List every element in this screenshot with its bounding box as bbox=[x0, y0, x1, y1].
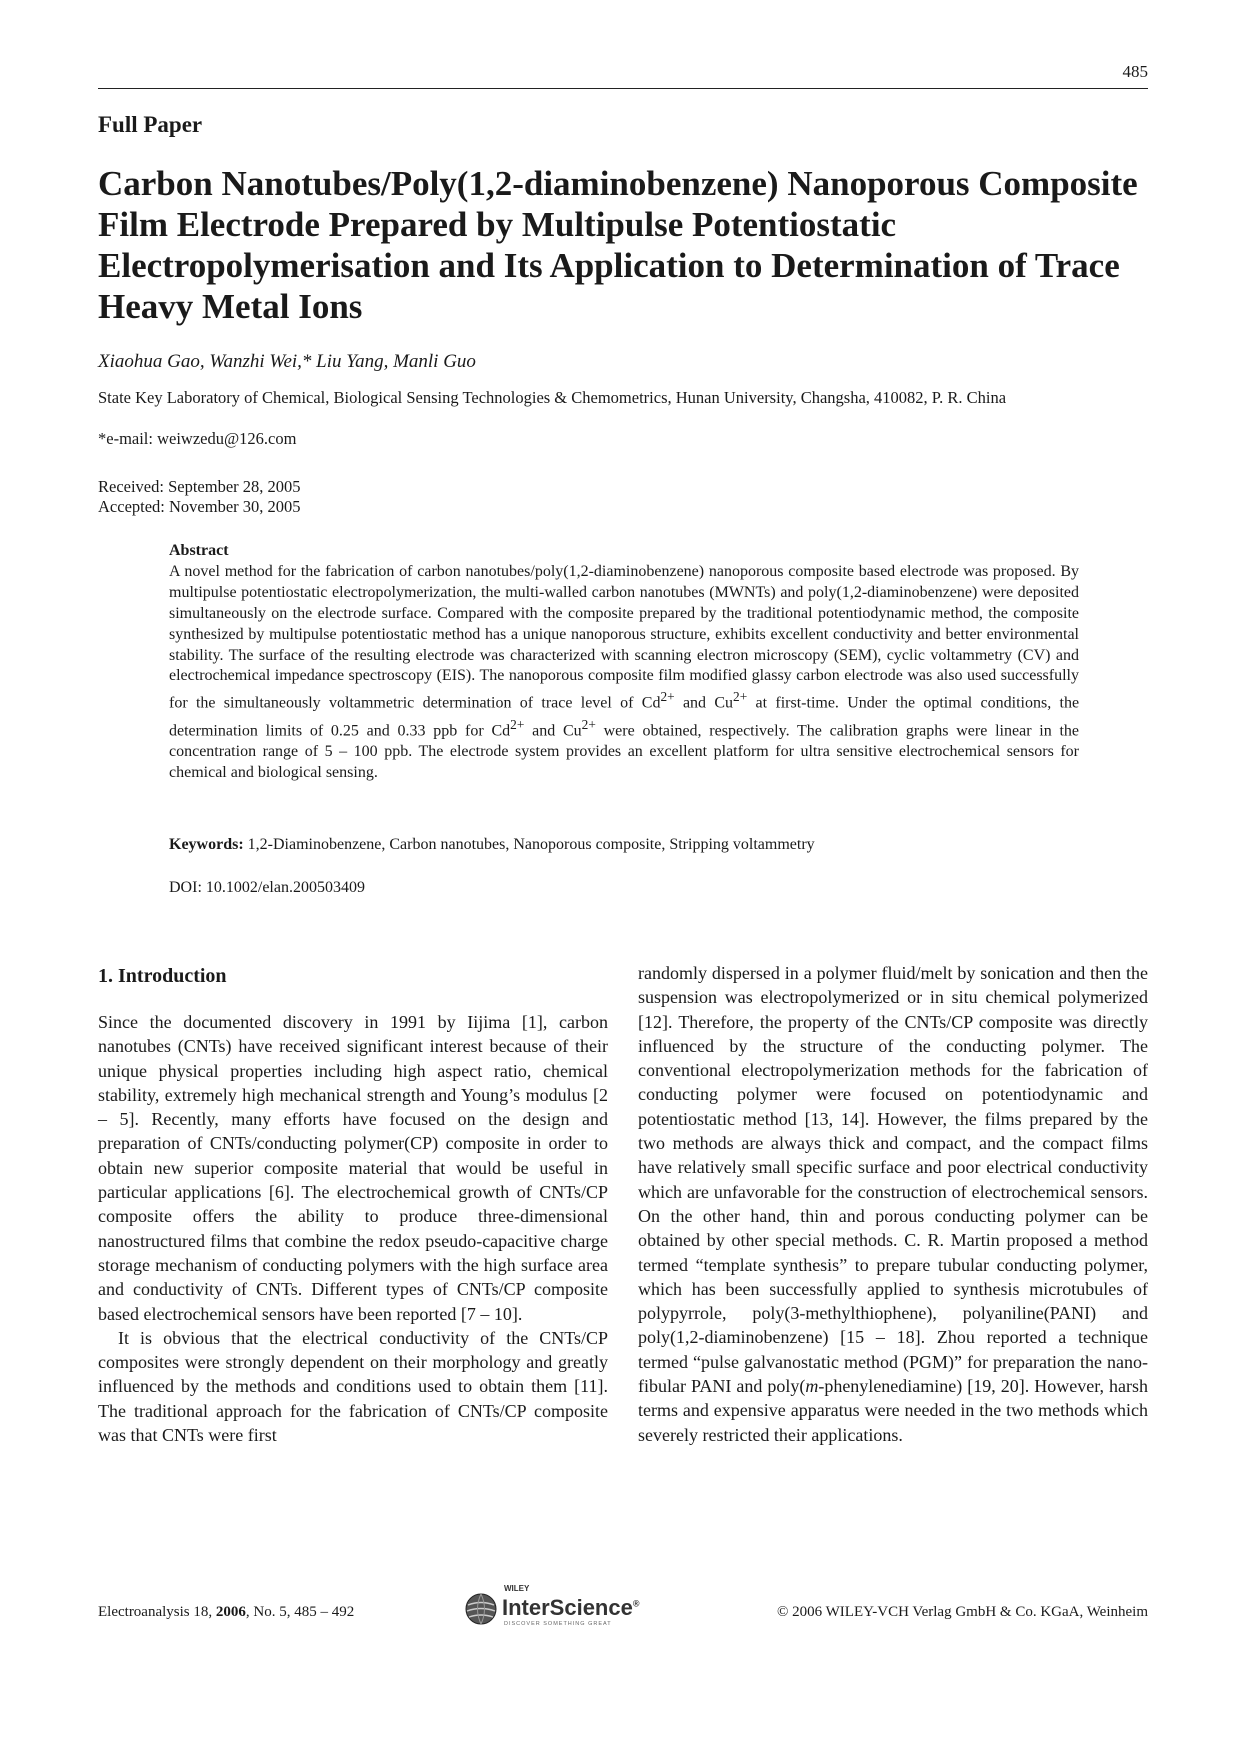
footer-journal-citation bbox=[98, 1604, 354, 1621]
received-date: Received: September 28, 2005 bbox=[98, 477, 301, 496]
intro-paragraph-1: Since the documented discovery in 1991 by Iijima [1], carbon nanotubes (CNTs) have received significant interest because of their unique physical properties including high aspect ratio, chemical stability, extremely high mechanical strength and Young’s modulus [2 – 5]. Recently, many efforts have focused on the design and preparation of CNTs/conducting polymer(CP) composite in order to obtain new superior composite material that would be useful in particular applications [6]. The electrochemical growth of CNTs/CP composite offers the ability to produce three-dimensional nanostructured films that combine the redox pseudo-capacitive charge storage mechanism of conducting polymers with the high surface area and conductivity of CNTs. Different types of CNTs/CP composite based electrochemical sensors have been reported [7 – 10]. bbox=[98, 1012, 608, 1324]
abstract-text-part-1: A novel method for the fabrication of carbon nanotubes/poly(1,2-diaminobenzene) nanoporous composite based electrode was proposed. By multipulse potentiostatic electropolymerization, the multi-walled carbon nanotubes (MWNTs) and poly(1,2-diaminobenzene) were deposited simultaneously on the electrode surface. Compared with the composite prepared by the traditional potentiodynamic method, the composite synthesized by multipulse potentiostatic method has a unique nanoporous structure, exhibits excellent conductivity and better environmental stability. The surface of the resulting electrode was characterized with scanning electron microscopy (SEM), cyclic voltammetry (CV) and electrochemical impedance spectroscopy (EIS). The nanoporous composite film modified glassy carbon electrode was also used successfully for the simultaneously voltammetric determination of trace level of bbox=[169, 562, 1079, 712]
logo-tagline: DISCOVER SOMETHING GREAT bbox=[504, 1621, 612, 1627]
logo-publisher: WILEY bbox=[504, 1584, 530, 1593]
abstract-heading: Abstract bbox=[169, 542, 229, 559]
copper-symbol: Cu bbox=[562, 721, 582, 739]
body-column-right bbox=[638, 961, 1148, 1447]
ion-charge: 2+ bbox=[660, 689, 675, 705]
page-number: 485 bbox=[1122, 62, 1148, 81]
ion-charge: 2+ bbox=[733, 689, 748, 705]
doi: DOI: 10.1002/elan.200503409 bbox=[169, 879, 365, 896]
abstract-text-part-2: at first-time. Under the optimal conditions, the determination limits of 0.25 and 0.33 ppb for bbox=[169, 694, 1080, 739]
journal-issue-pages: , No. 5, 485 – 492 bbox=[245, 1604, 355, 1620]
section-label: Full Paper bbox=[98, 112, 203, 137]
paper-title: Carbon Nanotubes/Poly(1,2-diaminobenzene) Nanoporous Composite Film Electrode Prepared by Multipulse Potentiostatic Electropolymerisation and Its Application to Determination of Trace Heavy Metal Ions bbox=[98, 164, 1138, 326]
keywords-list: 1,2-Diaminobenzene, Carbon nanotubes, Nanoporous composite, Stripping voltammetry bbox=[247, 836, 815, 853]
copper-symbol: Cu bbox=[714, 694, 734, 712]
interscience-logo bbox=[462, 1584, 640, 1630]
cadmium-symbol: Cd bbox=[641, 694, 661, 712]
author-list: Xiaohua Gao, Wanzhi Wei,* Liu Yang, Manli Guo bbox=[98, 351, 476, 372]
intro-paragraph-2: It is obvious that the electrical conductivity of the CNTs/CP composites were strongly dependent on their morphology and greatly influenced by the methods and conditions used to obtain them [11]. The traditional approach for the fabrication of CNTs/CP composite was that CNTs were first bbox=[98, 1327, 608, 1446]
submission-dates bbox=[98, 477, 301, 517]
journal-name-volume: Electroanalysis 18, bbox=[98, 1604, 213, 1620]
logo-wordmark bbox=[502, 1595, 639, 1621]
meta-prefix: m bbox=[805, 1376, 819, 1397]
corresponding-email: *e-mail: weiwzedu@126.com bbox=[98, 429, 297, 448]
globe-icon bbox=[464, 1592, 498, 1626]
abstract bbox=[169, 541, 1079, 784]
journal-year: 2006 bbox=[215, 1604, 246, 1620]
keywords bbox=[169, 836, 1099, 854]
intro-paragraph-3-part-a: randomly dispersed in a polymer fluid/melt by sonication and then the suspension was electropolymerized or in situ chemical polymerized [12]. Therefore, the property of the CNTs/CP composite was directly influenced by the structure of the conducting polymer. The conventional electropolymerization methods for the fabrication of conducting polymer were focused on potentiodynamic and potentiostatic method [13, 14]. However, the films prepared by the two methods are always thick and compact, and the compact films have relatively small specific surface and poor electrical conductivity which are unfavorable for the construction of electrochemical sensors. On the other hand, thin and porous conducting polymer can be obtained by other special methods. C. R. Martin proposed a method termed “template synthesis” to prepare tubular conducting polymer, which has been successfully applied to synthesis microtubules of polypyrrole, poly(3-methylthiophene), polyaniline(PANI) and poly(1,2-diaminobenzene) [15 – 18]. Zhou reported a technique termed “pulse galvanostatic method (PGM)” for preparation the nano-fibular PANI and poly( bbox=[638, 963, 1148, 1397]
logo-name: InterScience bbox=[502, 1595, 633, 1620]
and-word: and bbox=[682, 694, 707, 712]
intro-paragraph-3 bbox=[638, 961, 1148, 1447]
footer-copyright: © 2006 WILEY-VCH Verlag GmbH & Co. KGaA, Weinheim bbox=[777, 1604, 1148, 1620]
registered-mark: ® bbox=[632, 1598, 640, 1609]
ion-charge: 2+ bbox=[510, 716, 525, 732]
abstract-text-part-3: were obtained, respectively. The calibration graphs were linear in the concentration range of 5 – 100 ppb. The electrode system provides an excellent platform for ultra sensitive electrochemical sensors for chemical and biological sensing. bbox=[169, 721, 1080, 781]
cadmium-symbol: Cd bbox=[491, 721, 511, 739]
affiliation: State Key Laboratory of Chemical, Biological Sensing Technologies & Chemometrics, Hunan University, Changsha, 410082, P. R. China bbox=[98, 388, 1007, 407]
body-column-left bbox=[98, 1010, 608, 1447]
and-word: and bbox=[532, 721, 556, 739]
intro-paragraph-3-part-b: -phenylenediamine) [19, 20]. However, harsh terms and expensive apparatus were needed in the two methods which severely restricted their applications. bbox=[638, 1376, 1148, 1445]
introduction-heading: 1. Introduction bbox=[98, 965, 227, 987]
header-rule bbox=[98, 88, 1148, 89]
abstract-text bbox=[169, 562, 1079, 784]
keywords-label: Keywords: bbox=[169, 836, 244, 853]
accepted-date: Accepted: November 30, 2005 bbox=[98, 497, 301, 516]
ion-charge: 2+ bbox=[581, 716, 596, 732]
